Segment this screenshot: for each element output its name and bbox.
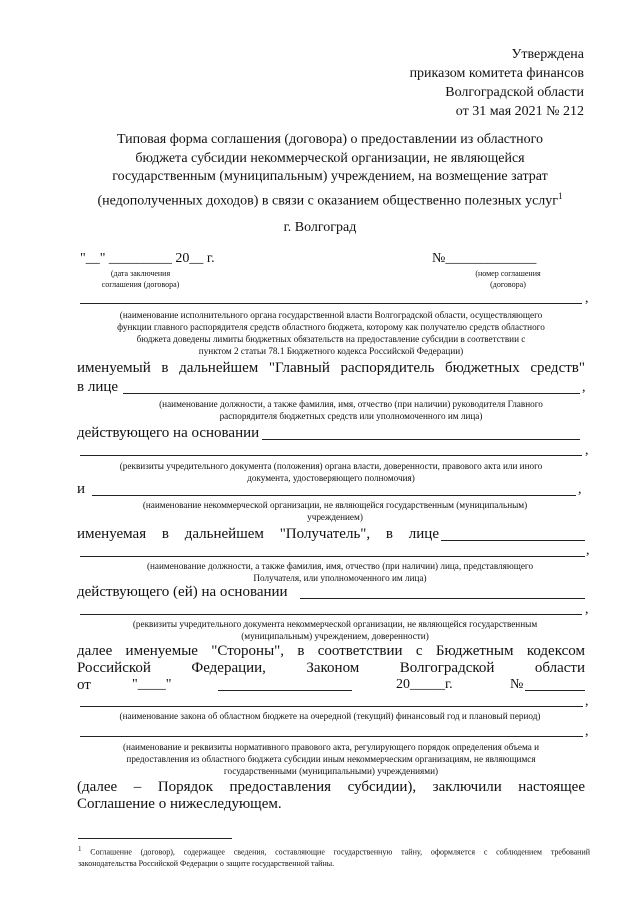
approval-line-1: Утверждена <box>511 47 584 62</box>
caption-law: (наименование закона об областном бюджете на очередной (текущий) финансовый год и плановый период) <box>119 711 541 721</box>
comma: , <box>585 443 589 458</box>
title-line-4 <box>70 187 590 211</box>
date-caption-1: (дата заключения <box>110 269 171 278</box>
footnote-separator <box>78 838 232 839</box>
caption-line: (реквизиты учредительного документа (положения) органа власти, доверенности, правового акта или иного <box>119 461 543 471</box>
date-caption-2: соглашения (договора) <box>101 280 180 289</box>
date-quote-blank: "____" <box>132 677 172 692</box>
caption-line: Получателя, или уполномоченного им лица) <box>253 573 427 583</box>
number-caption <box>448 268 568 290</box>
approval-line-3: Волгоградской области <box>445 85 584 100</box>
blank-line-basis-2 <box>80 455 582 456</box>
caption-line: (наименование исполнительного органа государственной власти Волгоградской области, осуществляющего <box>119 310 543 320</box>
title-line-3: государственным (муниципальным) учреждением, на возмещение затрат <box>112 169 548 184</box>
caption-line: функции главного распорядителя средств областного бюджета, которому как получателю средств областного <box>117 322 545 332</box>
approval-line-4: от 31 мая 2021 № 212 <box>455 104 584 119</box>
blank-line-law <box>80 706 583 707</box>
title-footnote-mark: 1 <box>558 190 563 201</box>
final-line-1: (далее – Порядок предоставления субсидии), заключили настоящее <box>77 779 585 795</box>
year-blank: 20_____г. <box>396 677 453 692</box>
caption-organization <box>100 499 570 523</box>
final-line-2: Соглашение о нижеследующем. <box>77 796 282 812</box>
number-sign: № <box>510 677 524 692</box>
blank-line-basis2-2 <box>80 614 582 615</box>
blank-line-organization <box>92 495 576 496</box>
document-title <box>70 131 590 211</box>
number-line: №_____________ <box>432 251 537 266</box>
from-label: от <box>77 677 91 693</box>
comma: , <box>585 724 589 739</box>
blank-law-number <box>525 690 585 691</box>
caption-line: документа, удостоверяющего полномочия) <box>247 473 415 483</box>
caption-line: бюджета доведены лимиты бюджетных обязательств на предоставление субсидии в соответствии с <box>136 334 526 344</box>
blank-line-authority <box>80 303 582 304</box>
approval-line-2: приказом комитета финансов <box>409 66 584 81</box>
blank-line-basis <box>262 439 580 440</box>
named-main-distributor: именуемый в дальнейшем "Главный распорядитель бюджетных средств" <box>77 360 585 376</box>
comma: , <box>582 380 586 395</box>
blank-line-recipient-person <box>441 540 585 541</box>
footnote-line-1 <box>78 844 590 858</box>
caption-representative <box>110 398 592 422</box>
parties-line-1: далее именуемые "Стороны", в соответствии с Бюджетным кодексом <box>77 643 585 659</box>
footnote-text-1: Соглашение (договор), содержащее сведения, составляющие государственную тайну, оформляется с соблюдением требований <box>90 847 591 857</box>
and-label: и <box>77 481 86 497</box>
caption-line: государственными (муниципальными) учреждениями) <box>223 766 439 776</box>
caption-line: учреждением) <box>307 512 363 522</box>
caption-authority <box>70 309 592 357</box>
comma: , <box>585 291 589 306</box>
blank-line-recipient-person-2 <box>80 556 585 557</box>
acting-basis2-label: действующего (ей) на основании <box>77 584 288 600</box>
caption-line: (наименование и реквизиты нормативного правового акта, регулирующего порядок определения объема и <box>123 742 539 752</box>
number-caption-1: (номер соглашения <box>475 269 541 278</box>
title-line-1: Типовая форма соглашения (договора) о предоставлении из областного <box>116 132 544 147</box>
caption-line: (муниципальным) учреждением, доверенности) <box>241 631 429 641</box>
blank-line-basis2 <box>300 598 585 599</box>
approval-block <box>410 45 584 121</box>
named-recipient: именуемая в дальнейшем "Получатель", в лице <box>77 526 439 542</box>
caption-line: пунктом 2 статьи 78.1 Бюджетного кодекса Российской Федерации) <box>198 346 464 356</box>
caption-line: (реквизиты учредительного документа некоммерческой организации, не являющейся государственным <box>132 619 538 629</box>
comma: , <box>585 602 589 617</box>
caption-line: распорядителя бюджетных средств или уполномоченного им лица) <box>219 411 483 421</box>
blank-month <box>218 690 352 691</box>
title-line-4-text: (недополученных доходов) в связи с оказанием общественно полезных услуг <box>97 193 559 209</box>
date-line: "__" _________ 20__ г. <box>80 251 215 266</box>
footnote-mark: 1 <box>78 845 82 853</box>
blank-line-act <box>80 736 583 737</box>
blank-line-representative <box>123 393 580 394</box>
footnote <box>78 844 590 869</box>
caption-recipient-person <box>90 560 590 584</box>
caption-act <box>70 741 592 777</box>
date-caption <box>88 268 193 290</box>
in-person-label: в лице <box>77 379 119 395</box>
caption-line: предоставления из областного бюджета субсидии иным некоммерческим организациям, не являющимся <box>126 754 536 764</box>
title-line-2: бюджета субсидии некоммерческой организации, не являющейся <box>135 150 525 166</box>
footnote-line-2: законодательства Российской Федерации о защите государственной тайны. <box>78 858 335 868</box>
acting-basis-label: действующего на основании <box>77 425 260 441</box>
comma: , <box>578 482 582 497</box>
comma: , <box>585 694 589 709</box>
caption-basis <box>70 460 592 484</box>
caption-line: (наименование некоммерческой организации, не являющейся государственным (муниципальным) <box>142 500 528 510</box>
caption-line: (наименование должности, а также фамилия, имя, отчество (при наличии) лица, представляющего <box>146 561 534 571</box>
parties-line-2: Российской Федерации, Законом Волгоградской области <box>77 660 585 676</box>
comma: , <box>586 543 590 558</box>
caption-line: (наименование должности, а также фамилия, имя, отчество (при наличии) руководителя Главного <box>159 399 543 409</box>
caption-basis2 <box>80 618 590 642</box>
number-caption-2: (договора) <box>490 280 526 289</box>
city: г. Волгоград <box>283 220 357 235</box>
